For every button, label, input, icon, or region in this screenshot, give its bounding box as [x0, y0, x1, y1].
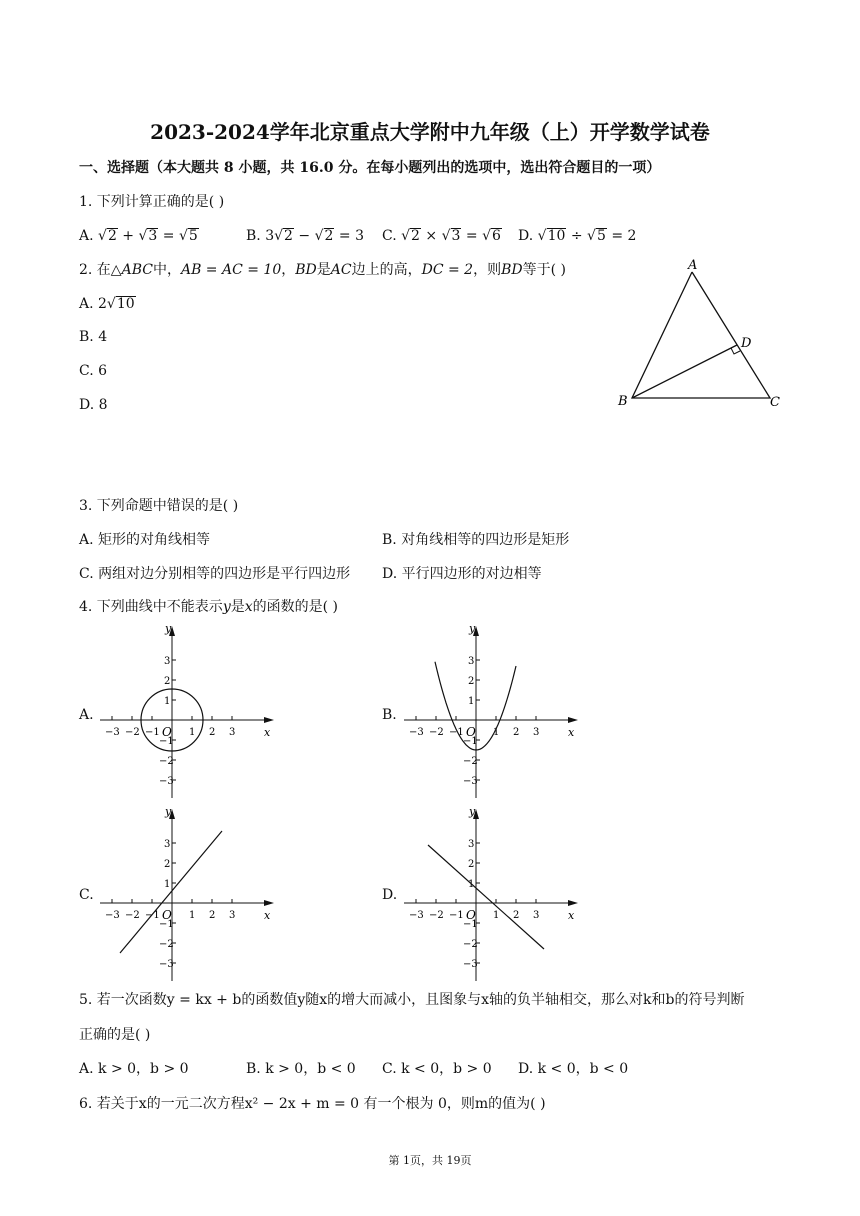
origin-label: O — [162, 908, 172, 922]
x-tick-label: 3 — [229, 727, 236, 738]
q1-option-c: C. √2 × √3 = √6 — [382, 228, 501, 244]
y-tick-label: −3 — [159, 776, 174, 787]
y-axis-label: y — [469, 622, 476, 635]
y-axis-label: y — [469, 805, 476, 818]
y-tick-label: −1 — [463, 919, 478, 930]
y-tick-label: −1 — [463, 736, 478, 747]
x-tick-label: −1 — [449, 727, 464, 738]
q4-stem: 4. 下列曲线中不能表示y是x的函数的是( ) — [79, 599, 339, 615]
x-tick-label: 1 — [493, 910, 500, 921]
q3-option-c: C. 两组对边分别相等的四边形是平行四边形 — [79, 566, 351, 582]
x-axis-label: x — [568, 726, 575, 739]
y-axis-label: y — [165, 622, 172, 635]
x-tick-label: −1 — [145, 727, 160, 738]
q4-graph-a-circle — [97, 620, 282, 800]
y-tick-label: −2 — [159, 939, 174, 950]
q5-stem-line2: 正确的是( ) — [79, 1027, 151, 1043]
y-tick-label: 1 — [164, 696, 171, 707]
x-tick-label: −1 — [145, 910, 160, 921]
x-tick-label: 2 — [209, 910, 216, 921]
x-tick-label: −2 — [429, 910, 444, 921]
q5-option-a: A. k > 0，b > 0 — [79, 1061, 189, 1077]
q3-option-b: B. 对角线相等的四边形是矩形 — [382, 532, 570, 548]
q1-option-b: B. 3√2 − √2 = 3 — [246, 228, 364, 244]
y-tick-label: −1 — [159, 736, 174, 747]
y-tick-label: 3 — [164, 656, 171, 667]
x-tick-label: 2 — [513, 910, 520, 921]
x-axis-label: x — [568, 909, 575, 922]
y-tick-label: 2 — [468, 676, 475, 687]
y-tick-label: 1 — [164, 879, 171, 890]
y-tick-label: −2 — [463, 939, 478, 950]
x-axis-label: x — [264, 726, 271, 739]
x-tick-label: −2 — [125, 910, 140, 921]
q5-option-c: C. k < 0，b > 0 — [382, 1061, 492, 1077]
q4-option-b-label: B. — [382, 707, 397, 723]
q5-option-d: D. k < 0，b < 0 — [518, 1061, 629, 1077]
y-tick-label: 2 — [468, 859, 475, 870]
origin-label: O — [162, 725, 172, 739]
x-tick-label: 1 — [493, 727, 500, 738]
q2-option-b: B. 4 — [79, 329, 108, 345]
q4-option-d-label: D. — [382, 887, 398, 903]
q4-graph-c-line-up — [97, 803, 282, 983]
q1-stem: 1. 下列计算正确的是( ) — [79, 194, 225, 210]
q4-option-a-label: A. — [79, 707, 94, 723]
label-c: C — [770, 395, 780, 410]
x-tick-label: −3 — [409, 910, 424, 921]
y-tick-label: 1 — [468, 879, 475, 890]
label-b: B — [618, 394, 628, 409]
y-axis-label: y — [165, 805, 172, 818]
q1-option-d: D. √10 ÷ √5 = 2 — [518, 228, 637, 244]
x-axis-arrow — [264, 900, 274, 906]
x-axis-arrow — [568, 717, 578, 723]
section-heading: 一、选择题（本大题共 8 小题，共 16.0 分。在每小题列出的选项中，选出符合题目的一项） — [79, 160, 661, 176]
q1-option-a: A. √2 + √3 = √5 — [79, 228, 198, 244]
y-tick-label: −3 — [463, 776, 478, 787]
x-tick-label: 3 — [533, 910, 540, 921]
x-tick-label: 1 — [189, 727, 196, 738]
x-tick-label: −2 — [125, 727, 140, 738]
q5-stem-line1: 5. 若一次函数y = kx + b的函数值y随x的增大而减小，且图象与x轴的负半轴相交，那么对k和b的符号判断 — [79, 992, 745, 1008]
y-tick-label: −3 — [159, 959, 174, 970]
q4-graph-d-line-down — [401, 803, 586, 983]
x-tick-label: −2 — [429, 727, 444, 738]
x-axis-arrow — [568, 900, 578, 906]
label-d: D — [741, 336, 752, 351]
q2-stem: 2. 在△ABC中，AB = AC = 10，BD是AC边上的高，DC = 2，则BD等于( ) — [79, 262, 566, 278]
x-tick-label: −3 — [105, 910, 120, 921]
y-tick-label: 1 — [468, 696, 475, 707]
y-tick-label: −2 — [463, 756, 478, 767]
q3-stem: 3. 下列命题中错误的是( ) — [79, 498, 239, 514]
page-title: 2023-2024学年北京重点大学附中九年级（上）开学数学试卷 — [150, 120, 710, 144]
x-tick-label: −1 — [449, 910, 464, 921]
y-tick-label: −2 — [159, 756, 174, 767]
origin-label: O — [466, 725, 476, 739]
x-tick-label: 3 — [229, 910, 236, 921]
x-tick-label: 1 — [189, 910, 196, 921]
y-tick-label: 3 — [468, 656, 475, 667]
line-curve — [428, 845, 544, 949]
y-tick-label: 2 — [164, 676, 171, 687]
q2-option-d: D. 8 — [79, 397, 108, 413]
q3-option-d: D. 平行四边形的对边相等 — [382, 566, 542, 582]
x-tick-label: 2 — [209, 727, 216, 738]
y-tick-label: 2 — [164, 859, 171, 870]
line-curve — [120, 831, 222, 953]
q4-option-c-label: C. — [79, 887, 94, 903]
x-tick-label: 3 — [533, 727, 540, 738]
page-footer: 第 1页，共 19页 — [388, 1154, 472, 1167]
q2-triangle-figure — [610, 255, 790, 415]
y-tick-label: 3 — [468, 839, 475, 850]
q3-option-a: A. 矩形的对角线相等 — [79, 532, 211, 548]
x-tick-label: −3 — [409, 727, 424, 738]
y-tick-label: −1 — [159, 919, 174, 930]
q4-graph-b-parabola — [401, 620, 586, 800]
q2-option-a: A. 2√10 — [79, 296, 135, 312]
x-axis-label: x — [264, 909, 271, 922]
q6-stem: 6. 若关于x的一元二次方程x² − 2x + m = 0 有一个根为 0，则m的值为( ) — [79, 1096, 546, 1112]
y-tick-label: −3 — [463, 959, 478, 970]
y-tick-label: 3 — [164, 839, 171, 850]
q5-option-b: B. k > 0，b < 0 — [246, 1061, 356, 1077]
label-a: A — [688, 258, 698, 273]
x-axis-arrow — [264, 717, 274, 723]
x-tick-label: −3 — [105, 727, 120, 738]
x-tick-label: 2 — [513, 727, 520, 738]
q2-option-c: C. 6 — [79, 363, 108, 379]
origin-label: O — [466, 908, 476, 922]
